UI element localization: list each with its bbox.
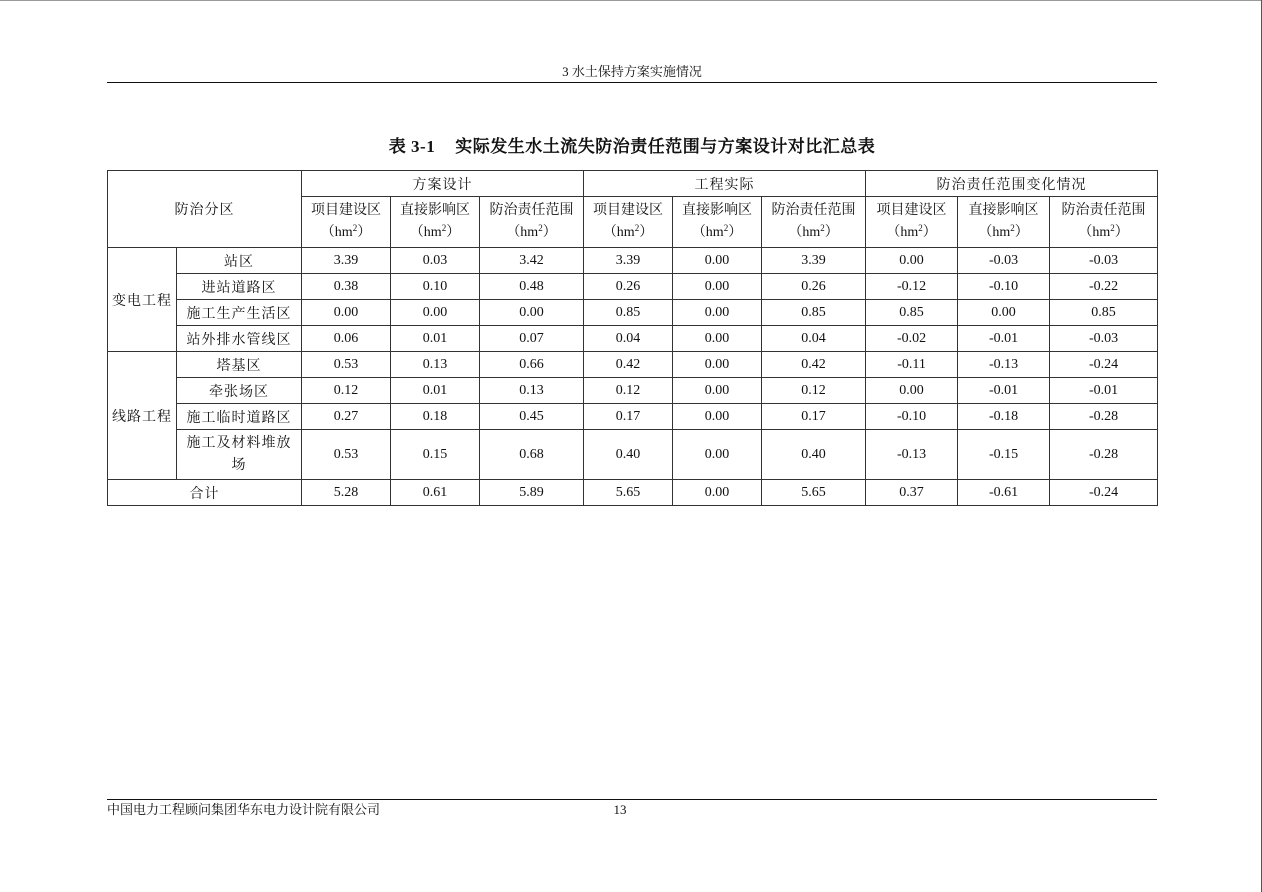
value-cell: 0.15 [391,430,480,480]
table-row [108,274,1158,300]
value-cell: 0.00 [673,248,762,274]
value-cell: 0.04 [584,326,673,352]
value-cell: 0.10 [391,274,480,300]
value-cell: 0.85 [1050,300,1158,326]
total-cell: 5.65 [584,480,673,506]
total-cell: 5.65 [762,480,866,506]
value-cell: -0.11 [866,352,958,378]
value-cell: 0.03 [391,248,480,274]
subzone-label: 进站道路区 [177,274,302,300]
table-row [108,378,1158,404]
total-cell: 0.00 [673,480,762,506]
total-row [108,480,1158,506]
value-cell: 0.42 [584,352,673,378]
value-cell: -0.13 [958,352,1050,378]
table-row [108,326,1158,352]
value-cell: 0.00 [673,352,762,378]
value-cell: -0.01 [958,326,1050,352]
value-cell: 0.12 [302,378,391,404]
value-cell: -0.01 [958,378,1050,404]
value-cell: 0.17 [584,404,673,430]
sub-header-cell: 直接影响区 $(hm^2)$ [391,197,480,248]
value-cell: -0.10 [866,404,958,430]
value-cell: 0.13 [480,378,584,404]
total-cell: 0.37 [866,480,958,506]
subzone-label: 施工及材料堆放 场 [177,430,302,480]
value-cell: 0.00 [302,300,391,326]
value-cell: 0.26 [584,274,673,300]
value-cell: 3.39 [584,248,673,274]
value-cell: 0.12 [762,378,866,404]
page-number: 13 [613,802,627,817]
zone-header: 防治分区 [108,171,302,248]
sub-header-cell: 防治责任范围 $(hm^2)$ [762,197,866,248]
value-cell: 0.00 [673,300,762,326]
value-cell: -0.03 [1050,326,1158,352]
total-cell: 0.61 [391,480,480,506]
value-cell: 0.42 [762,352,866,378]
value-cell: 3.39 [762,248,866,274]
value-cell: 0.00 [866,378,958,404]
value-cell: 0.17 [762,404,866,430]
value-cell: -0.03 [1050,248,1158,274]
footer-company: 中国电力工程顾问集团华东电力设计院有限公司 [107,802,381,817]
value-cell: 0.18 [391,404,480,430]
value-cell: 0.00 [673,378,762,404]
page-header: 3 水土保持方案实施情况 [562,64,702,79]
table-row [108,430,1158,480]
subzone-label: 站外排水管线区 [177,326,302,352]
value-cell: 0.45 [480,404,584,430]
footer-rule [107,799,1157,800]
table-row [108,404,1158,430]
value-cell: 0.00 [673,274,762,300]
total-cell: 5.28 [302,480,391,506]
subzone-label: 站区 [177,248,302,274]
value-cell: 0.38 [302,274,391,300]
value-cell: 0.00 [391,300,480,326]
value-cell: 0.00 [480,300,584,326]
total-cell: 5.89 [480,480,584,506]
value-cell: -0.03 [958,248,1050,274]
value-cell: -0.10 [958,274,1050,300]
value-cell: 0.06 [302,326,391,352]
table-caption [107,135,1157,159]
sub-header-cell: 项目建设区 $(hm^2)$ [584,197,673,248]
value-cell: 0.27 [302,404,391,430]
table-row [108,352,1158,378]
value-cell: -0.15 [958,430,1050,480]
value-cell: 0.85 [866,300,958,326]
total-cell: -0.61 [958,480,1050,506]
value-cell: 0.85 [584,300,673,326]
sub-header-cell: 直接影响区 $(hm^2)$ [673,197,762,248]
value-cell: 0.26 [762,274,866,300]
value-cell: -0.22 [1050,274,1158,300]
value-cell: 3.42 [480,248,584,274]
value-cell: 0.13 [391,352,480,378]
value-cell: -0.02 [866,326,958,352]
value-cell: 0.12 [584,378,673,404]
value-cell: 0.66 [480,352,584,378]
value-cell: -0.12 [866,274,958,300]
sub-header-cell: 防治责任范围 $(hm^2)$ [480,197,584,248]
value-cell: 0.07 [480,326,584,352]
value-cell: 0.00 [673,326,762,352]
sub-header-cell: 项目建设区 $(hm^2)$ [302,197,391,248]
value-cell: -0.24 [1050,352,1158,378]
value-cell: -0.28 [1050,404,1158,430]
total-cell: -0.24 [1050,480,1158,506]
sub-header-cell: 防治责任范围 $(hm^2)$ [1050,197,1158,248]
subzone-label: 塔基区 [177,352,302,378]
sub-header-cell: 直接影响区 $(hm^2)$ [958,197,1050,248]
value-cell: 0.53 [302,352,391,378]
value-cell: 0.00 [958,300,1050,326]
subzone-label: 施工生产生活区 [177,300,302,326]
total-label: 合计 [108,480,302,506]
value-cell: 0.68 [480,430,584,480]
value-cell: 0.40 [584,430,673,480]
value-cell: 0.00 [866,248,958,274]
value-cell: 0.85 [762,300,866,326]
group-header-plan: 方案设计 [302,171,584,197]
section-label: 线路工程 [108,352,177,480]
value-cell: 0.00 [673,430,762,480]
table-number: 表 3-1 [388,137,436,156]
page-border-top [0,0,1262,1]
section-label: 变电工程 [108,248,177,352]
value-cell: 0.04 [762,326,866,352]
group-header-actual: 工程实际 [584,171,866,197]
value-cell: -0.01 [1050,378,1158,404]
table-row [108,248,1158,274]
table-row [108,300,1158,326]
value-cell: -0.28 [1050,430,1158,480]
value-cell: 0.01 [391,378,480,404]
subzone-label: 施工临时道路区 [177,404,302,430]
group-header-change: 防治责任范围变化情况 [866,171,1158,197]
value-cell: -0.13 [866,430,958,480]
value-cell: 0.01 [391,326,480,352]
sub-header-cell: 项目建设区 $(hm^2)$ [866,197,958,248]
value-cell: 0.00 [673,404,762,430]
value-cell: -0.18 [958,404,1050,430]
value-cell: 3.39 [302,248,391,274]
value-cell: 0.48 [480,274,584,300]
comparison-table [107,170,1158,506]
value-cell: 0.53 [302,430,391,480]
subzone-label: 牵张场区 [177,378,302,404]
value-cell: 0.40 [762,430,866,480]
table-title: 实际发生水土流失防治责任范围与方案设计对比汇总表 [455,137,876,156]
header-rule [107,82,1157,83]
